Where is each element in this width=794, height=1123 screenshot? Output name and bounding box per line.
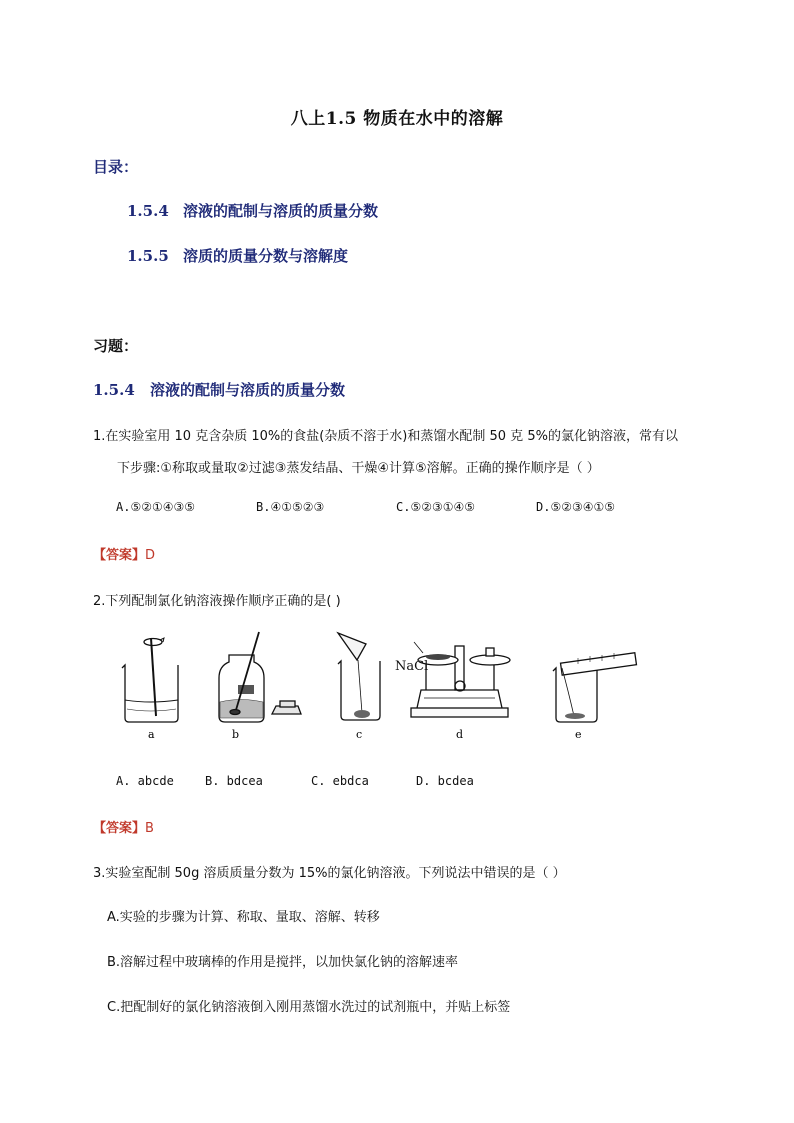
q1-option-d[interactable]: D.⑤②③④①⑤ — [536, 500, 615, 514]
q1-option-c[interactable]: C.⑤②③①④⑤ — [396, 500, 475, 514]
exercises-heading: 习题： — [93, 337, 139, 355]
figure-label-b: b — [232, 728, 240, 741]
toc-item-number: 1.5.4 — [127, 202, 169, 220]
q3-option-a[interactable]: A.实验的步骤为计算、称取、量取、溶解、转移 — [107, 910, 380, 925]
q2-option-c[interactable]: C. ebdca — [311, 774, 369, 788]
q1-option-a[interactable]: A.⑤②①④③⑤ — [116, 500, 195, 514]
figure-label-c: c — [356, 728, 363, 741]
page-title: 八上1.5 物质在水中的溶解 — [290, 109, 504, 129]
figure-label-a: a — [148, 728, 155, 741]
beaker-stirring-figure — [122, 638, 178, 722]
toc-item-number: 1.5.5 — [127, 247, 169, 265]
figure-label-d: d — [456, 728, 464, 741]
nacl-label: NaCl — [395, 659, 429, 674]
figure-label-e: e — [575, 728, 582, 741]
q3-stem: 3.实验室配制 50g 溶质质量分数为 15%的氯化钠溶液。下列说法中错误的是（ ） — [93, 866, 566, 881]
q3-option-b[interactable]: B.溶解过程中玻璃棒的作用是搅拌，以加快氯化钠的溶解速率 — [107, 955, 459, 970]
toc-item-text: 溶液的配制与溶质的质量分数 — [183, 202, 379, 220]
bottle-spoon-figure — [219, 632, 301, 722]
section-text: 溶液的配制与溶质的质量分数 — [150, 381, 346, 399]
q3-option-c[interactable]: C.把配制好的氯化钠溶液倒入刚用蒸馏水洗过的试剂瓶中，并贴上标签 — [107, 1000, 511, 1015]
pour-funnel-figure — [338, 633, 380, 720]
q2-stem: 2.下列配制氯化钠溶液操作顺序正确的是( ) — [93, 594, 341, 609]
q2-option-a[interactable]: A. abcde — [116, 774, 174, 788]
q2-answer — [93, 817, 154, 836]
q1-stem-line2: 下步骤:①称取或量取②过滤③蒸发结晶、干燥④计算⑤溶解。正确的操作顺序是（ ） — [117, 461, 600, 476]
q2-option-d[interactable]: D. bcdea — [416, 774, 474, 788]
q1-stem-line1: 1.在实验室用 10 克含杂质 10%的食盐(杂质不溶于水)和蒸馏水配制 50 克 5%的氯化钠溶液，常有以 — [93, 429, 678, 444]
answer-value: B — [145, 821, 154, 836]
section-number: 1.5.4 — [93, 381, 135, 399]
answer-tag: 【答案】 — [93, 548, 146, 563]
toc-heading: 目录： — [93, 158, 139, 176]
toc-item-text: 溶质的质量分数与溶解度 — [183, 247, 349, 265]
answer-tag: 【答案】 — [93, 821, 146, 836]
cylinder-pour-figure — [553, 653, 636, 722]
q1-option-b[interactable]: B.④①⑤②③ — [256, 500, 325, 514]
balance-scale-figure — [411, 642, 510, 717]
answer-value: D — [145, 548, 156, 563]
q2-option-b[interactable]: B. bdcea — [205, 774, 263, 788]
